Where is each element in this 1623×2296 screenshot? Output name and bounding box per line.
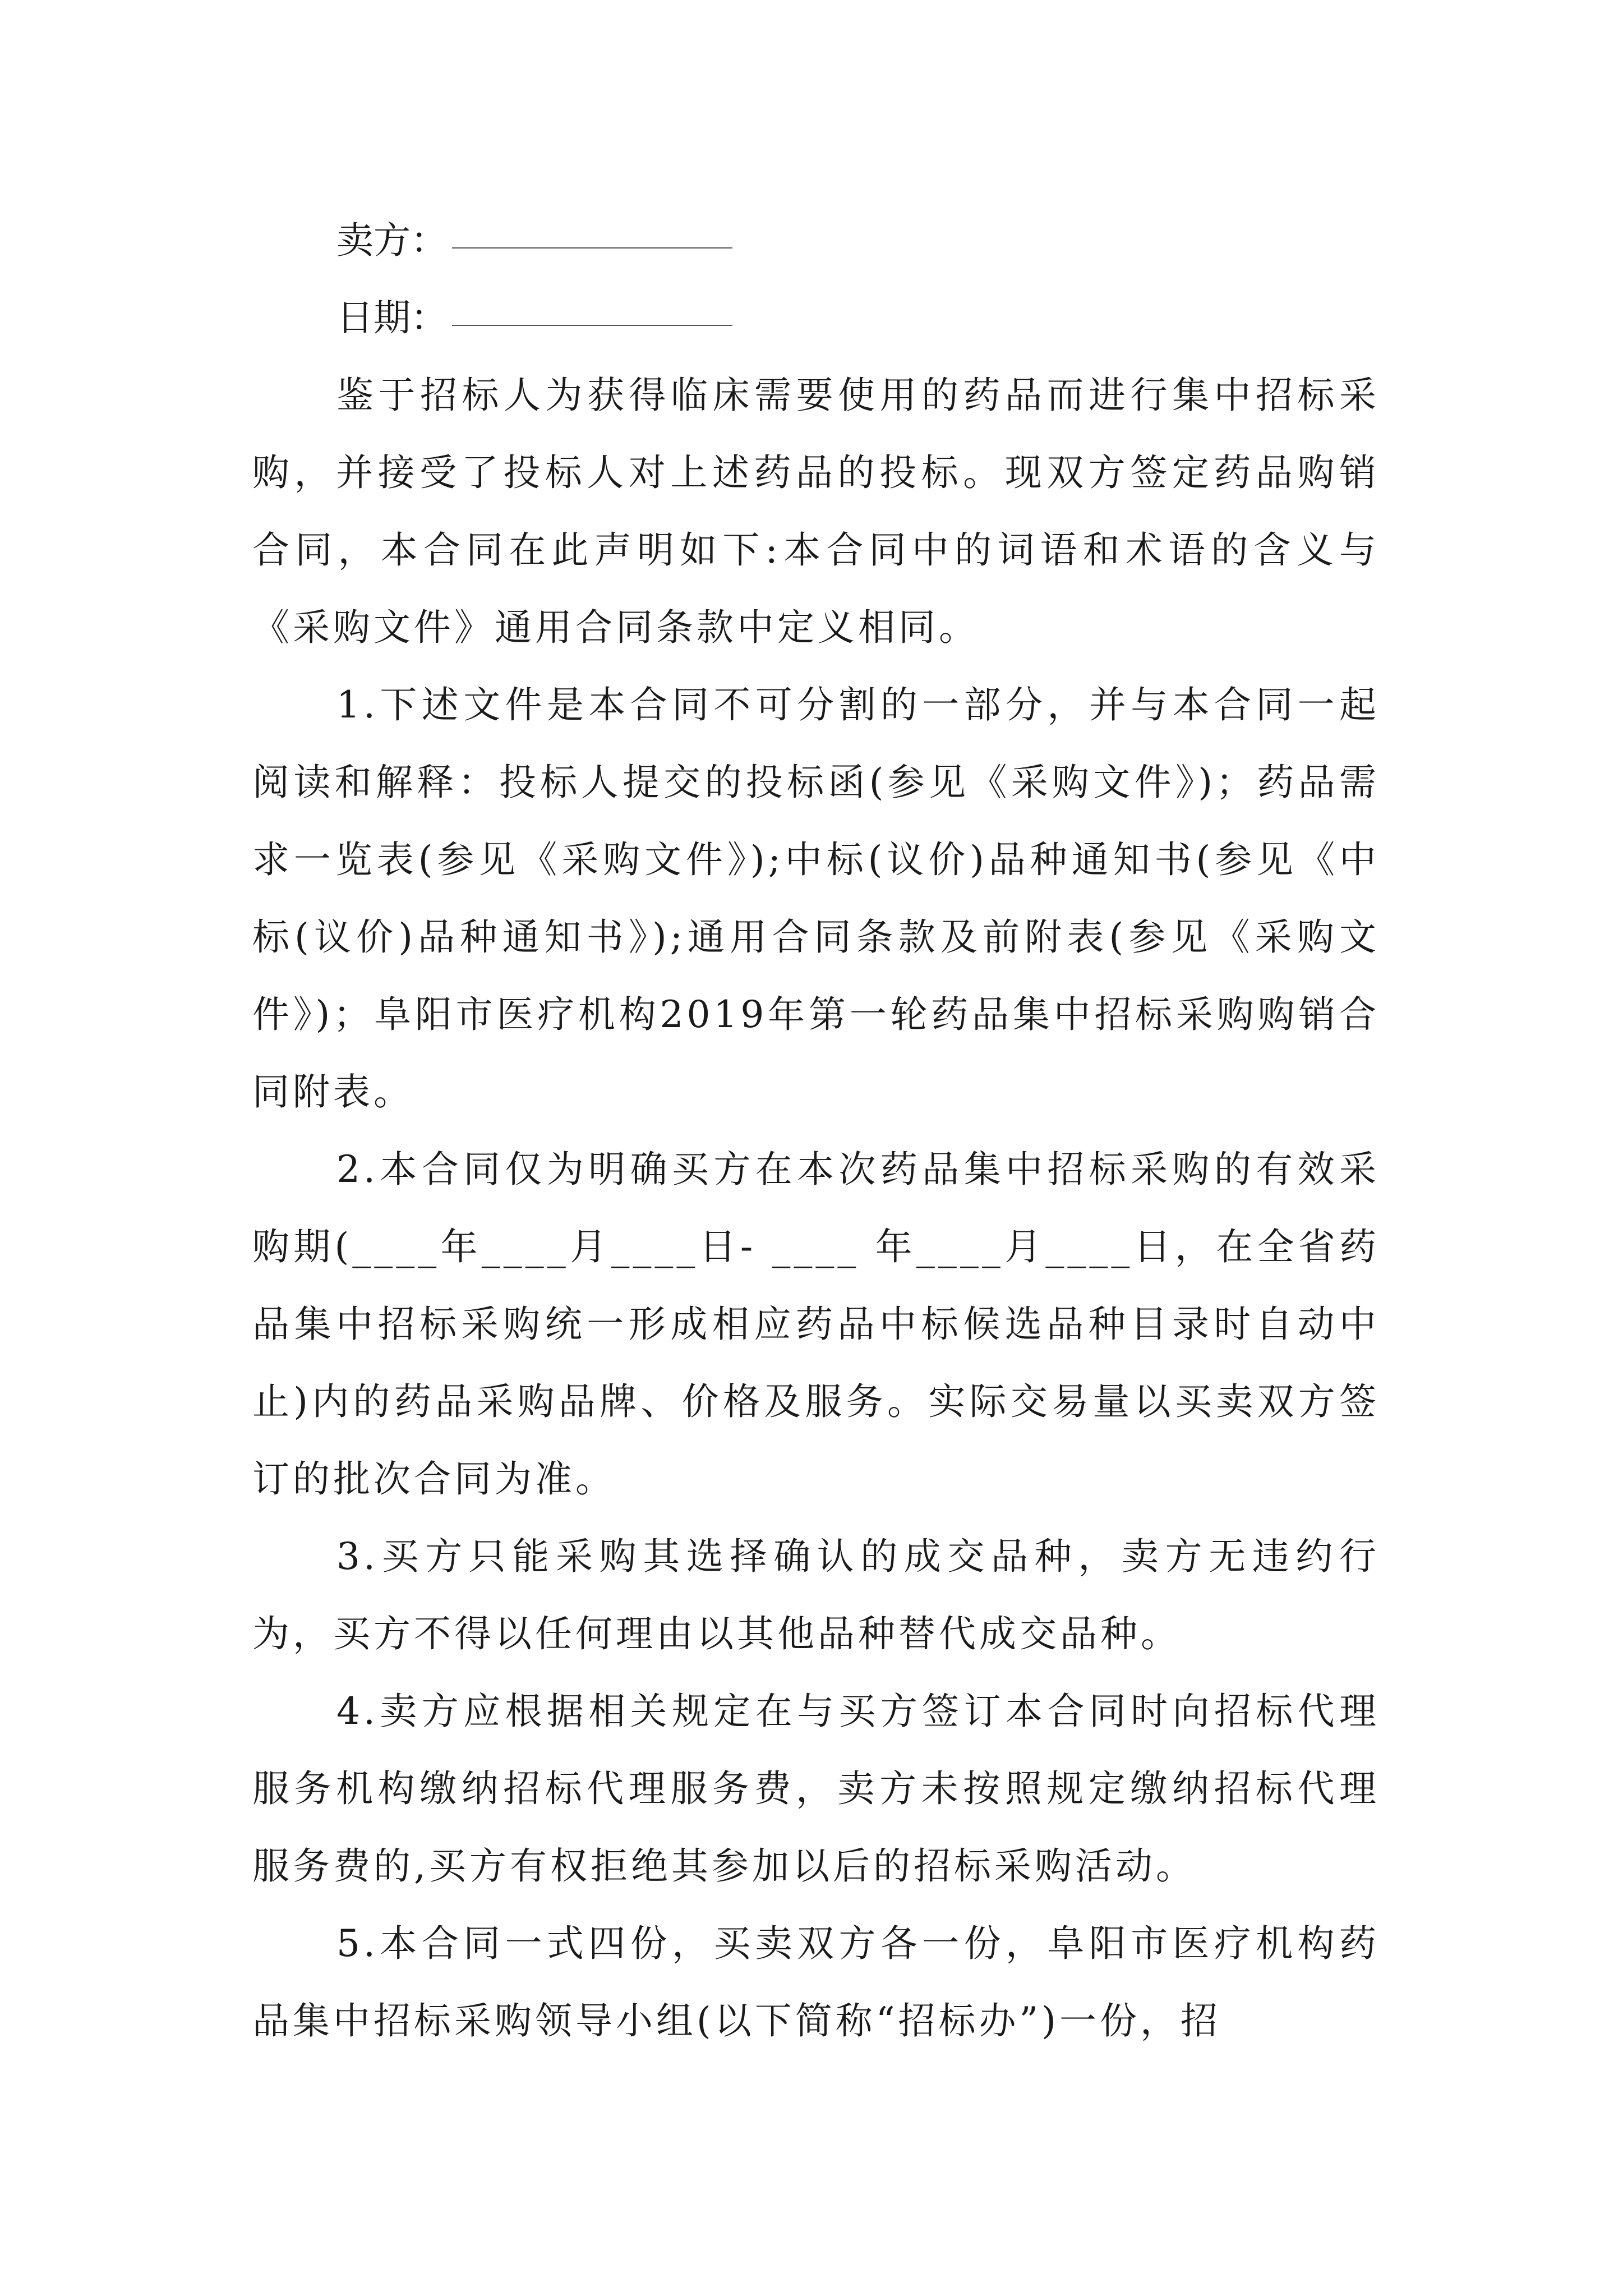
date-field xyxy=(252,279,1380,357)
clause-2-paragraph: 2.本合同仅为明确买方在本次药品集中招标采购的有效采购期(____年____月____日- ____ 年____月____日，在全省药品集中招标采购统一形成相应药品中标候选品种目录时自动中止)内的药品采购品牌、价格及服务。实际交易量以买卖双方签订的批次合同为准。 xyxy=(252,1148,1380,1501)
seller-blank-line xyxy=(452,247,732,249)
seller-field xyxy=(252,202,1380,279)
clause-5-paragraph: 5.本合同一式四份，买卖双方各一份，阜阳市医疗机构药品集中招标采购领导小组(以下简称“招标办”)一份，招 xyxy=(252,1922,1380,2042)
clause-3-paragraph: 3.买方只能采购其选择确认的成交品种，卖方无违约行为，买方不得以任何理由以其他品种替代成交品种。 xyxy=(252,1535,1380,1655)
date-blank-line xyxy=(452,325,732,326)
contract-page xyxy=(252,202,1380,2060)
seller-label: 卖方： xyxy=(336,219,448,262)
date-label: 日期： xyxy=(336,296,448,339)
clause-4-paragraph: 4.卖方应根据相关规定在与买方签订本合同时向招标代理服务机构缴纳招标代理服务费，卖方未按照规定缴纳招标代理服务费的,买方有权拒绝其参加以后的招标采购活动。 xyxy=(252,1690,1380,1888)
clause-1-paragraph: 1.下述文件是本合同不可分割的一部分，并与本合同一起阅读和解释：投标人提交的投标函(参见《采购文件》)；药品需求一览表(参见《采购文件》);中标(议价)品种通知书(参见《中标(议价)品种通知书》);通用合同条款及前附表(参见《采购文件》)；阜阳市医疗机构2019年第一轮药品集中招标采购购销合同附表。 xyxy=(252,683,1380,1114)
intro-paragraph: 鉴于招标人为获得临床需要使用的药品而进行集中招标采购，并接受了投标人对上述药品的投标。现双方签定药品购销合同，本合同在此声明如下:本合同中的词语和术语的含义与《采购文件》通用合同条款中定义相同。 xyxy=(252,374,1380,649)
